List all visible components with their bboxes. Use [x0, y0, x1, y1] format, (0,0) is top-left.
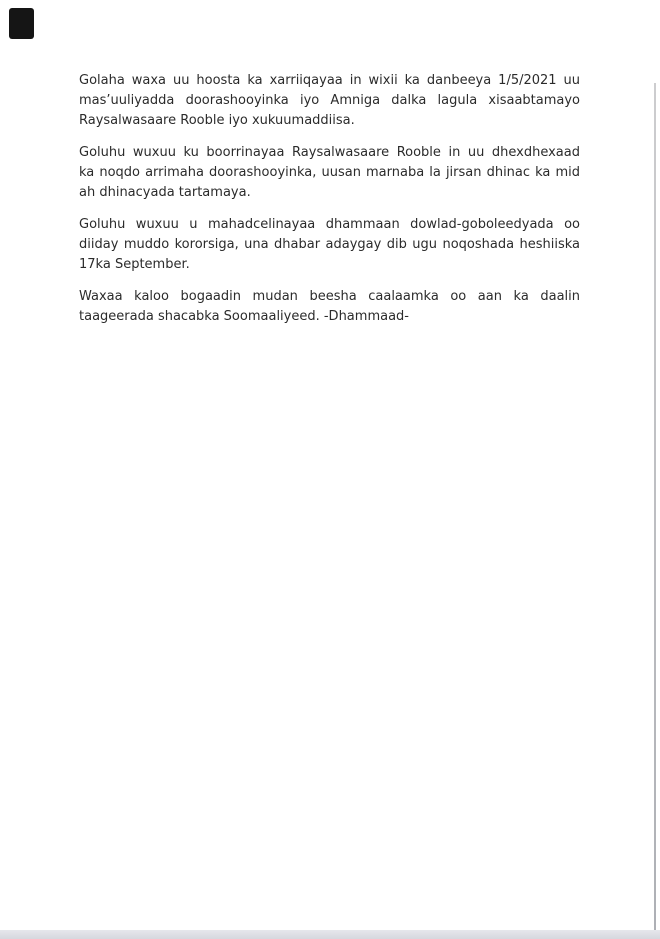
text-line: Golaha waxa uu hoosta ka xarriiqayaa in wixii ka danbeeya 1/5/2021 uu [79, 73, 580, 88]
paragraph-4 [79, 287, 580, 327]
page-edge-shadow-bottom [0, 930, 660, 939]
text-line: ah dhinacyada tartamaya. [79, 185, 251, 200]
text-line: ka noqdo arrimaha doorashooyinka, uusan marnaba la jirsan dhinac ka mid [79, 165, 580, 180]
text-line: mas’uuliyadda doorashooyinka iyo Amniga dalka lagula xisaabtamayo [79, 93, 580, 108]
text-line: Goluhu wuxuu ku boorrinayaa Raysalwasaare Rooble in uu dhexdhexaad [79, 145, 580, 160]
text-line: diiday muddo kororsiga, una dhabar adaygay dib ugu noqoshada heshiiska [79, 237, 580, 252]
text-line: Raysalwasaare Rooble iyo xukuumaddiisa. [79, 113, 355, 128]
text-line: Waxaa kaloo bogaadin mudan beesha caalaamka oo aan ka daalin [79, 289, 580, 304]
document-text [79, 71, 580, 339]
scan-corner-mark [9, 8, 34, 39]
text-line: 17ka September. [79, 257, 190, 272]
text-line: Goluhu wuxuu u mahadcelinayaa dhammaan dowlad-goboleedyada oo [79, 217, 580, 232]
paragraph-3 [79, 215, 580, 275]
paragraph-1 [79, 71, 580, 131]
paragraph-2 [79, 143, 580, 203]
page-edge-line-right [654, 83, 656, 931]
text-line: taageerada shacabka Soomaaliyeed. -Dhammaad- [79, 309, 409, 324]
